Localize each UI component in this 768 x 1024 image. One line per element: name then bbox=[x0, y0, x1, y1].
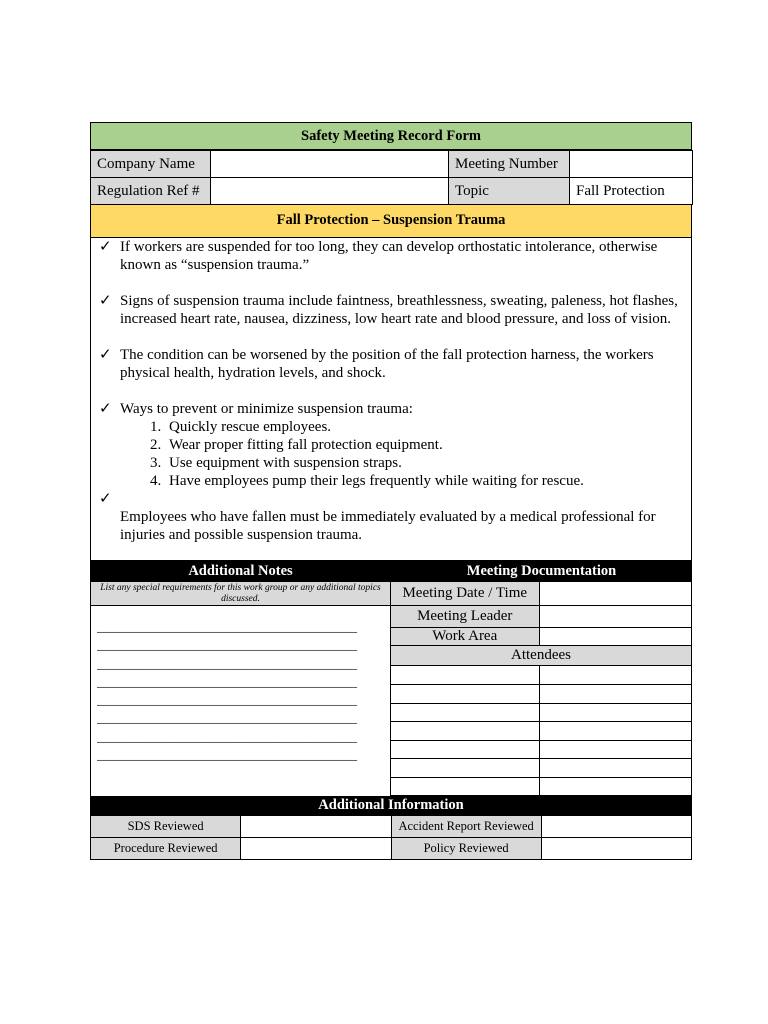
sds-reviewed-field[interactable] bbox=[241, 815, 391, 837]
additional-notes-heading: Additional Notes bbox=[188, 563, 293, 579]
notes-lines[interactable] bbox=[91, 606, 390, 764]
accident-report-reviewed-field[interactable] bbox=[541, 815, 691, 837]
attendee-field[interactable] bbox=[391, 777, 539, 795]
attendee-field[interactable] bbox=[539, 665, 691, 684]
attendee-field[interactable] bbox=[539, 721, 691, 740]
company-name-field[interactable] bbox=[211, 151, 449, 178]
topic-heading: Fall Protection – Suspension Trauma bbox=[90, 205, 692, 238]
additional-information-heading: Additional Information bbox=[90, 796, 692, 815]
attendee-field[interactable] bbox=[391, 758, 539, 777]
section-headers bbox=[90, 560, 692, 582]
company-name-label: Company Name bbox=[91, 151, 211, 178]
attendee-field[interactable] bbox=[391, 665, 539, 684]
meeting-documentation-heading: Meeting Documentation bbox=[466, 563, 617, 579]
work-area-field[interactable] bbox=[539, 627, 691, 645]
note-line[interactable]: ________________________________________ bbox=[97, 655, 357, 671]
additional-notes-panel bbox=[91, 582, 391, 796]
meeting-leader-field[interactable] bbox=[539, 605, 691, 627]
list-item: 3. Use equipment with suspension straps. bbox=[165, 454, 683, 472]
note-line[interactable]: ________________________________________ bbox=[97, 747, 357, 763]
final-note bbox=[99, 508, 683, 544]
notes-and-documentation bbox=[90, 582, 692, 796]
checkmark-icon: ✓ bbox=[99, 401, 112, 417]
note-line[interactable]: ________________________________________ bbox=[97, 692, 357, 708]
policy-reviewed-label: Policy Reviewed bbox=[391, 837, 541, 859]
note-line[interactable]: ________________________________________ bbox=[97, 728, 357, 744]
attendee-field[interactable] bbox=[391, 740, 539, 758]
attendee-field[interactable] bbox=[539, 703, 691, 721]
checkmark-icon: ✓ bbox=[99, 293, 112, 309]
checkmark-icon: ✓ bbox=[99, 347, 112, 363]
procedure-reviewed-label: Procedure Reviewed bbox=[91, 837, 241, 859]
attendee-field[interactable] bbox=[539, 740, 691, 758]
meeting-number-label: Meeting Number bbox=[449, 151, 570, 178]
attendee-field[interactable] bbox=[391, 721, 539, 740]
attendee-field[interactable] bbox=[391, 684, 539, 703]
prevention-steps-list bbox=[120, 418, 683, 490]
topic-field[interactable]: Fall Protection bbox=[570, 178, 693, 205]
attendee-field[interactable] bbox=[539, 684, 691, 703]
policy-reviewed-field[interactable] bbox=[541, 837, 691, 859]
safety-meeting-form bbox=[90, 122, 692, 860]
topic-content bbox=[90, 238, 692, 560]
meeting-info-table bbox=[90, 150, 693, 205]
form-title: Safety Meeting Record Form bbox=[90, 122, 692, 150]
checkmark-icon: ✓ bbox=[99, 491, 112, 507]
bullet-item bbox=[99, 490, 683, 508]
bullet-text: If workers are suspended for too long, they can develop orthostatic intolerance, otherwise known as “suspension trauma.” bbox=[120, 239, 658, 273]
regulation-ref-label: Regulation Ref # bbox=[91, 178, 211, 205]
notes-instructions: List any special requirements for this work group or any additional topics discussed. bbox=[91, 582, 390, 606]
bullet-text: Signs of suspension trauma include faintness, breathlessness, sweating, paleness, hot flashes, increased heart rate, nausea, dizziness, low heart rate and blood pressure, and loss of vision. bbox=[120, 293, 678, 327]
meeting-leader-label: Meeting Leader bbox=[391, 605, 539, 627]
bullet-item bbox=[99, 400, 683, 490]
list-item: 1. Quickly rescue employees. bbox=[165, 418, 683, 436]
list-item: 2. Wear proper fitting fall protection equipment. bbox=[165, 436, 683, 454]
note-line[interactable]: ________________________________________ bbox=[97, 637, 357, 653]
attendee-field[interactable] bbox=[391, 703, 539, 721]
meeting-documentation-table bbox=[391, 582, 691, 796]
attendees-label: Attendees bbox=[391, 645, 691, 665]
note-line[interactable]: ________________________________________ bbox=[97, 619, 357, 634]
attendee-field[interactable] bbox=[539, 777, 691, 795]
bullet-text: The condition can be worsened by the position of the fall protection harness, the workers physical health, hydration levels, and shock. bbox=[120, 347, 654, 381]
procedure-reviewed-field[interactable] bbox=[241, 837, 391, 859]
attendee-field[interactable] bbox=[539, 758, 691, 777]
meeting-documentation-panel bbox=[391, 582, 691, 796]
meeting-date-time-field[interactable] bbox=[539, 582, 691, 605]
topic-label: Topic bbox=[449, 178, 570, 205]
sds-reviewed-label: SDS Reviewed bbox=[91, 815, 241, 837]
list-item: 4. Have employees pump their legs frequently while waiting for rescue. bbox=[165, 472, 683, 490]
work-area-label: Work Area bbox=[391, 627, 539, 645]
meeting-date-time-label: Meeting Date / Time bbox=[391, 582, 539, 605]
checkmark-icon: ✓ bbox=[99, 239, 112, 255]
note-line[interactable]: ________________________________________ bbox=[97, 673, 357, 689]
regulation-ref-field[interactable] bbox=[211, 178, 449, 205]
bullet-item bbox=[99, 346, 683, 382]
additional-information-table bbox=[90, 815, 692, 860]
accident-report-reviewed-label: Accident Report Reviewed bbox=[391, 815, 541, 837]
bullet-item bbox=[99, 238, 683, 274]
meeting-number-field[interactable] bbox=[570, 151, 693, 178]
note-line[interactable]: ________________________________________ bbox=[97, 710, 357, 726]
bullet-text: Ways to prevent or minimize suspension trauma: bbox=[120, 401, 413, 417]
bullet-item bbox=[99, 292, 683, 328]
final-note-text: Employees who have fallen must be immediately evaluated by a medical professional for injuries and possible suspension trauma. bbox=[120, 509, 656, 543]
